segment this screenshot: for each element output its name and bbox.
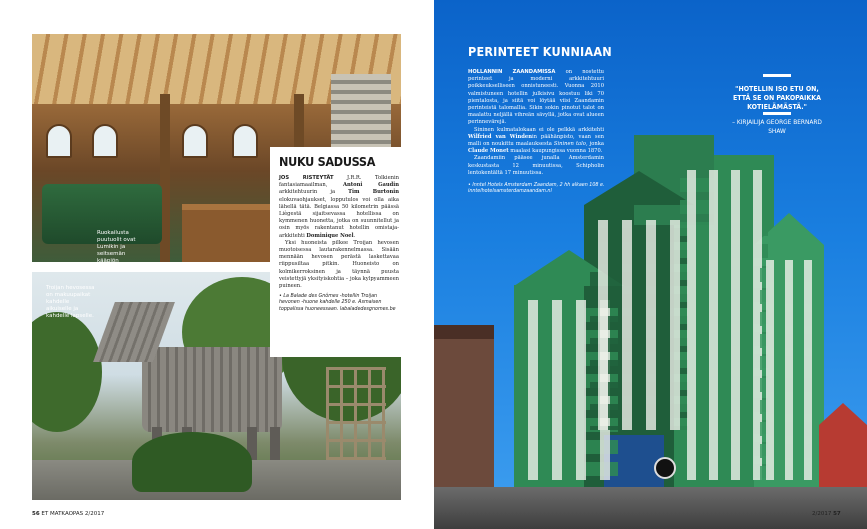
article-body: JOS RISTEYTÄT J.R.R. Tolkienin fantasiamaailman, Antoni Gaudin arkkitehtuurin ja Tim Burtonin elokuvaohjaukset, lopputulos voi olla aika lähellä tätä. Belgiassa 50 kilometrin päässä Liègestä sijaitsevassa hotellissa on kymmenen huonetta, jotka on suunnitellut ja osin myös rakentanut hotellin omistaja-arkkitehti Dominique Noel. Yksi huoneista pilkee Troijan hevosen muotoisessa lautarakennelmassa. Sisään mennään hevosen perästä laskettavaa riippusiltaa pitkin. Huoneisto on kolmikerroksinen ja täynnä puusta veistettyjä yksityiskohtia – joka kylpyammeen puineen. [279,175,400,290]
caption-interior: Ruokailusta puutuolit ovat Lumikin ja seitsemän kääpiön [97,230,136,264]
page-number: 57 [833,511,841,517]
horse-body [142,347,282,432]
arched-window [92,124,118,158]
article-box [270,147,404,357]
article-text-segment: J.R.R. Tolkienin fantasiamaailman, [279,175,399,189]
quote-author: – KIRJAILIJA GEORGE BERNARD SHAW [732,118,822,135]
red-roof [819,403,867,425]
caption-horse: Troijan hevosessa on makuupaikat kahdelle aikuiselle ja kahdelle lapselle. [46,285,95,319]
article-paragraph: Zaandamiin pääsee junalla Amsterdamin keskustasta 12 minuutissa, Schipholin lentokentältä 17 minuutissa. [468,155,604,176]
article-text-segment: elokuvaohjaukset, lopputulos voi olla aika lähellä tätä. Belgiassa 50 kilometrin päässä Liègestä sijaitsevassa hotellissa on kymmenen huonetta, jotka on suunnitellut ja osin myös rakentanut hotellin omistaja-arkkitehti [279,196,399,239]
window-grid [760,260,818,480]
brick-building [434,335,494,495]
right-article-title: PERINTEET KUNNIAAN [468,44,612,59]
street [434,487,867,529]
window-grid [680,170,768,480]
person-name: Claude Monet [468,148,509,155]
article-title: NUKU SADUSSA [279,154,376,169]
hotel-sign [654,457,676,479]
article-text-segment: arkkitehtuurin ja [279,189,336,196]
person-name: Tim Burtonin [348,189,399,196]
magazine-issue: 2/2017 [812,511,832,517]
article-text-segment: maalasi kaupungissa vuonna 1870. [510,148,603,155]
pull-quote: "HOTELLIN ISO ETU ON, ETTÄ SE ON PAKOPAIKKA KOTIELÄMÄSTÄ." [732,85,821,111]
quote-divider [763,112,791,115]
quote-divider [763,74,791,77]
article-text-segment: in päähänpisto, vaan sen malli on noukittu maalauksesta [468,133,604,148]
arched-window [232,124,258,158]
bush [132,432,252,492]
right-article-body [468,69,604,177]
article-text-segment: , jonka [585,141,604,148]
window-grid [590,220,688,430]
brick-roof [434,325,494,339]
right-article-lead: HOLLANNIN ZAANDAMISSA [468,69,556,75]
article-paragraph [468,127,604,156]
tree [32,312,102,432]
article-text-segment: on nostettu perinteet ja moderni arkkitehtuuri poikkeukselliseen onnistuneesti. Vuonna 2010 valmistuneen hotellin julkisivu koostuu liki 70 pientalosta, ja siitä voi löytää viisi Zaandamin perinteistä talomallia. Sikin sokin pinotut talot on maalattu neljällä vihreän sävyllä, jotka ovat alueen perinnevärejä. [468,69,604,126]
person-name: Wilfried van Winden [468,133,532,140]
page-number: 56 [32,511,40,517]
article-text-segment: Sininen kulmatalokaan ei ole pelkkä arkkitehti [474,126,604,133]
article-info: • La Balade des Gnômes -hotellin Troijan hevonen -huone kahdelle 250 e. Asmaisen toppalissa huoneessaan. labaladedesgnomes.be [279,294,396,312]
arched-window [182,124,208,158]
folio-left [32,511,104,517]
person-name: Antoni Gaudin [342,182,400,189]
person-name: Dominique Noel [306,232,354,239]
painting-title: Sininen talo [553,141,586,148]
article-lead: JOS RISTEYTÄT [279,175,334,181]
magazine-issue: ET MATKAOPAS 2/2017 [41,511,105,517]
article-paragraph: Yksi huoneista pilkee Troijan hevosen muotoisessa lautarakennelmassa. Sisään mennään hevosen perästä laskettavaa riippusiltaa pitkin. Huoneisto on kolmikerroksinen ja täynnä puusta veistettyjä yksityiskohtia – joka kylpyammeen puineen. [279,239,400,290]
folio-right [812,511,841,517]
arched-window [46,124,72,158]
right-article-info: • Inntel Hotels Amsterdam Zaandam, 2 hh alkaen 108 e. inntelhotelsamsterdamzaandam.nl [468,183,605,195]
